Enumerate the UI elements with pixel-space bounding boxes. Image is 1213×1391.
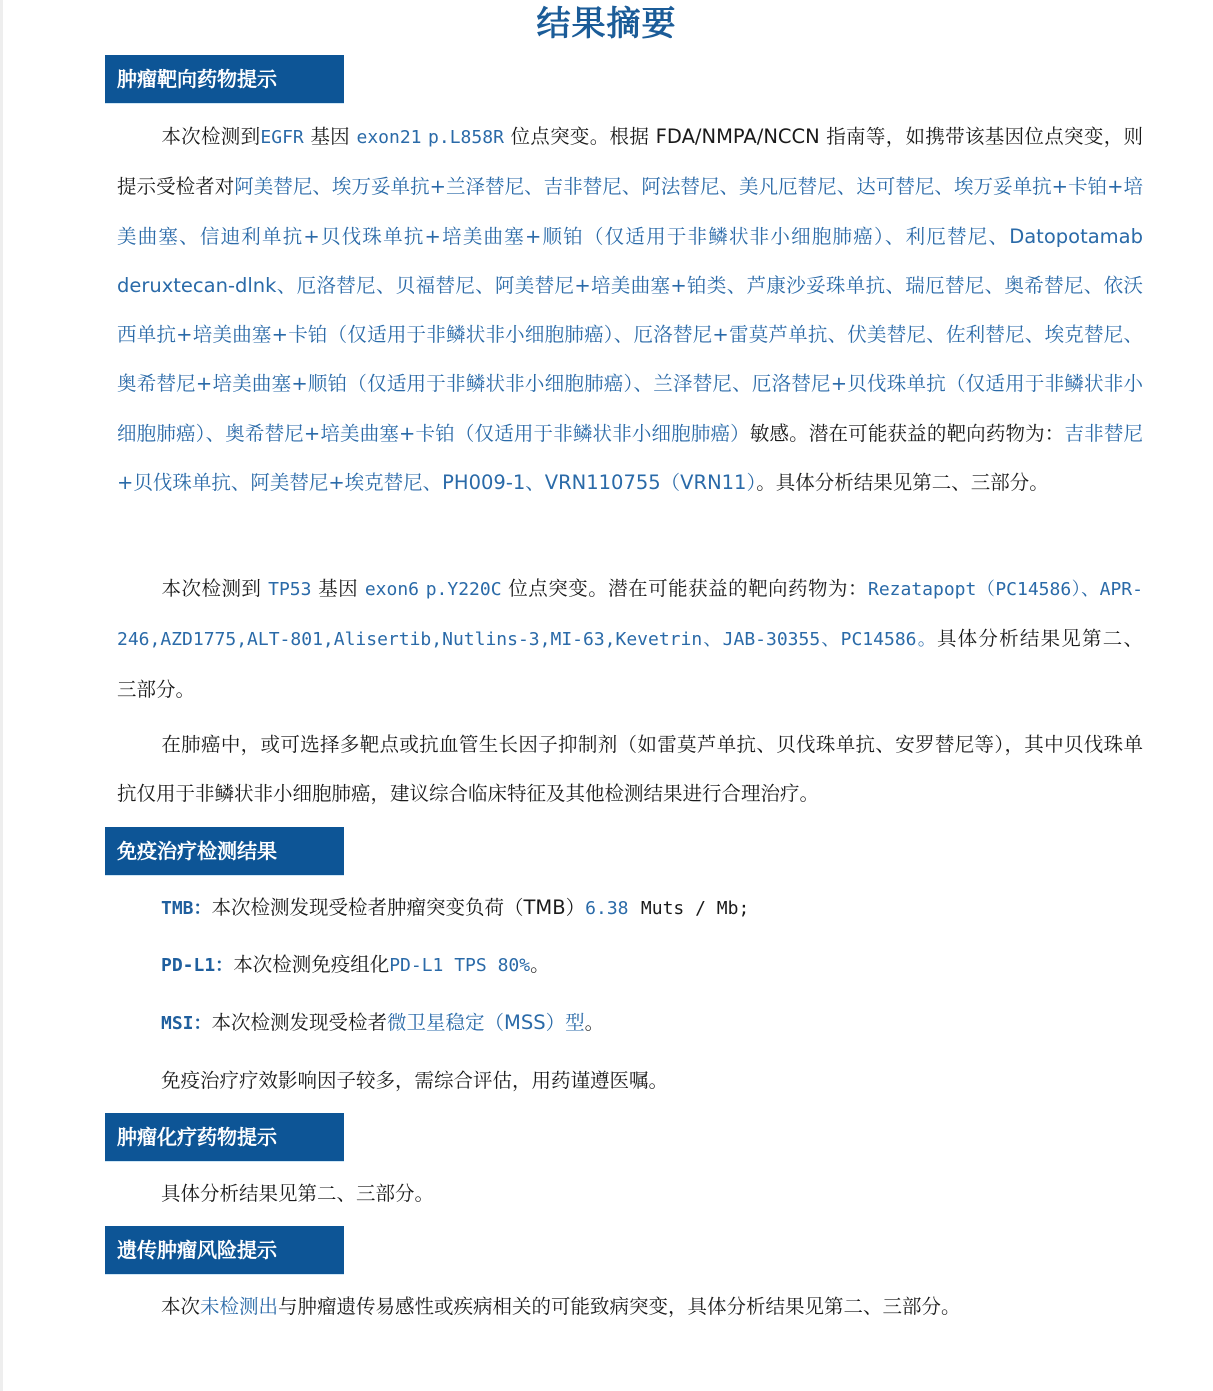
text: 本次检测发现受检者 (211, 1011, 388, 1034)
exon: exon21 (356, 127, 422, 148)
text: 。具体分析结果见第二、三部分。 (756, 471, 1049, 495)
text: 具体分析结果见第二、三部分。 (117, 627, 1143, 701)
text: 在肺癌中，或可选择多靶点或抗血管生长因子抑制剂（如雷莫芦单抗、贝伐珠单抗、安罗替尼等），其中贝伐珠单抗仅用于非鳞状非小细胞肺癌，建议综合临床特征及其他检测结果进行合理治疗。 (117, 733, 1143, 806)
text: 本次检测到 (161, 577, 262, 600)
tmb-line (161, 893, 749, 924)
text: 本次检测免疫组化 (233, 953, 390, 976)
potential-drugs: 吉非替尼+贝伐珠单抗、阿美替尼+埃克替尼、PH009-1、VRN110755（VRN11） (117, 421, 1143, 495)
mutation: p.L858R (428, 127, 504, 148)
text: 本次检测到 (161, 125, 261, 148)
hereditary-result: 未检测出 (200, 1295, 279, 1318)
tp53-paragraph (117, 564, 1143, 714)
gene-name: TP53 (268, 579, 312, 600)
egfr-paragraph (117, 112, 1143, 507)
tmb-label: TMB： (161, 898, 212, 919)
exon: exon6 (364, 579, 420, 600)
gene-name: EGFR (260, 127, 304, 148)
text: 敏感。潜在可能获益的靶向药物为： (749, 421, 1065, 445)
potential-drugs: Rezatapopt（PC14586）、APR-246,AZD1775,ALT-801,Alisertib,Nutlins-3,MI-63,Kevetrin、JAB-30355、PC14586。 (117, 579, 1143, 651)
tmb-value: 6.38 (585, 898, 629, 919)
text: 位点突变。根据 FDA/NMPA/NCCN 指南等，如携带该基因位点突变，则提示受检者对 (117, 125, 1144, 199)
immuno-note: 免疫治疗疗效影响因子较多，需综合评估，用药谨遵医嘱。 (161, 1069, 669, 1092)
text: 与肿瘤遗传易感性或疾病相关的可能致病突变，具体分析结果见第二、三部分。 (278, 1295, 961, 1318)
msi-value: 微卫星稳定（MSS）型 (387, 1011, 585, 1034)
text: 。 (584, 1011, 605, 1034)
sensitive-drugs: 阿美替尼、埃万妥单抗+兰泽替尼、吉非替尼、阿法替尼、美凡厄替尼、达可替尼、埃万妥单抗+卡铂+培美曲塞、信迪利单抗+贝伐珠单抗+培美曲塞+顺铂（仅适用于非鳞状非小细胞肺癌）、利厄替尼、Datopotamab deruxtecan-dlnk、厄洛替尼、贝福替尼、阿美替尼+培美曲塞+铂类、芦康沙妥珠单抗、瑞厄替尼、奥希替尼、依沃西单抗+培美曲塞+卡铂（仅适用于非鳞状非小细胞肺癌）、厄洛替尼+雷莫芦单抗、伏美替尼、佐利替尼、埃克替尼、奥希替尼+培美曲塞+顺铂（仅适用于非鳞状非小细胞肺癌）、兰泽替尼、厄洛替尼+贝伐珠单抗（仅适用于非鳞状非小细胞肺癌）、奥希替尼+培美曲塞+卡铂（仅适用于非鳞状非小细胞肺癌） (117, 175, 1143, 445)
pdl1-label: PD-L1： (161, 955, 234, 976)
text: 基因 (318, 577, 359, 600)
section-header-chemo: 肿瘤化疗药物提示 (105, 1113, 344, 1161)
mutation: p.Y220C (425, 579, 502, 600)
msi-label: MSI： (161, 1013, 212, 1034)
section-header-hereditary: 遗传肿瘤风险提示 (105, 1226, 344, 1274)
section-header-targeted: 肿瘤靶向药物提示 (105, 55, 344, 103)
text: 。 (530, 953, 550, 976)
text: 本次 (161, 1295, 201, 1318)
text: 基因 (310, 125, 350, 148)
text: 本次检测发现受检者肿瘤突变负荷（TMB） (211, 896, 586, 919)
tmb-unit: Muts / Mb; (640, 898, 750, 919)
text: 位点突变。潜在可能获益的靶向药物为： (508, 577, 868, 600)
page-title: 结果摘要 (536, 4, 677, 44)
chemo-text: 具体分析结果见第二、三部分。 (161, 1182, 435, 1205)
msi-line (161, 1008, 604, 1039)
hereditary-line (161, 1292, 961, 1322)
section-header-immuno: 免疫治疗检测结果 (105, 827, 344, 875)
page-edge (0, 0, 3, 1391)
lung-note-paragraph (117, 720, 1143, 819)
pdl1-line (161, 950, 550, 981)
pdl1-value: PD-L1 TPS 80% (389, 955, 531, 976)
